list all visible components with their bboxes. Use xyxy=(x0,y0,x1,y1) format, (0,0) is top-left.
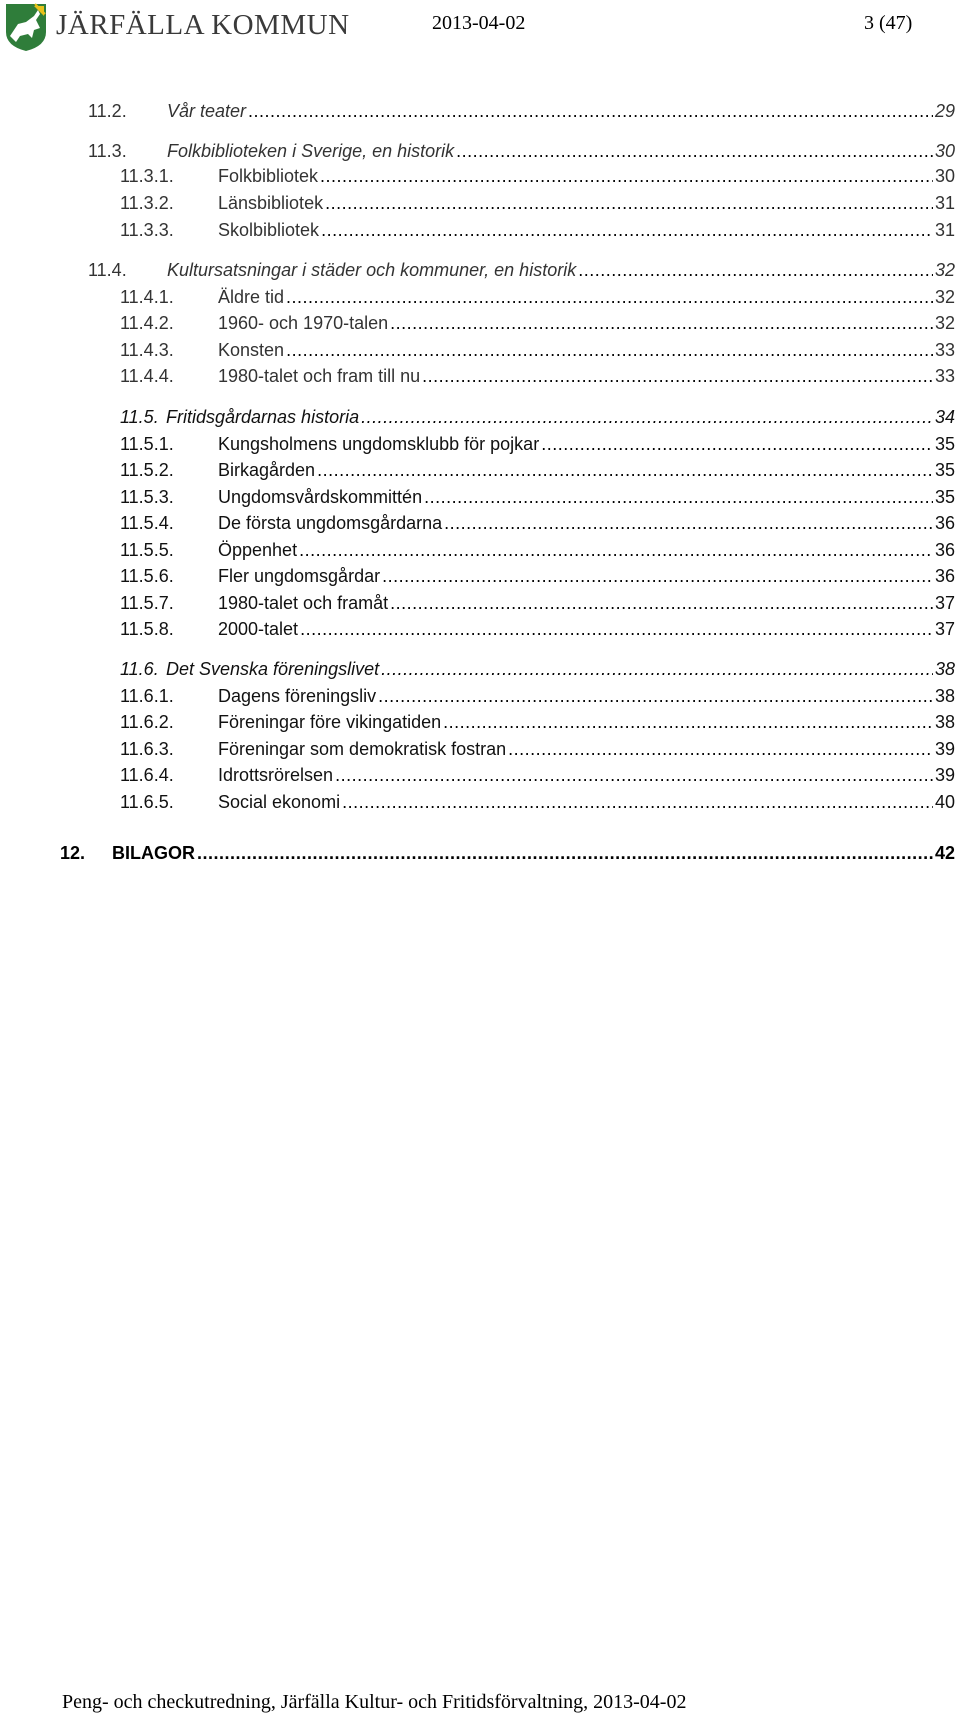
toc-title: Social ekonomi xyxy=(218,792,341,812)
toc-entry[interactable] xyxy=(88,139,955,163)
toc-entry[interactable] xyxy=(120,790,955,814)
toc-leader xyxy=(382,564,933,588)
toc-leader xyxy=(578,258,933,282)
toc-leader xyxy=(248,99,933,123)
toc-page: 38 xyxy=(934,686,955,706)
toc-title: BILAGOR xyxy=(112,843,195,863)
toc-entry[interactable] xyxy=(120,684,955,708)
toc-entry[interactable] xyxy=(120,485,955,509)
toc-leader xyxy=(299,538,933,562)
toc-page: 31 xyxy=(934,193,955,213)
toc-leader xyxy=(378,684,933,708)
toc-page: 42 xyxy=(934,843,955,863)
toc-page: 39 xyxy=(934,765,955,785)
toc-leader xyxy=(335,763,933,787)
toc-number: 11.4.3. xyxy=(120,340,174,360)
toc-number: 11.3.2. xyxy=(120,193,174,213)
brand-name: JÄRFÄLLA KOMMUN xyxy=(56,9,350,41)
toc-title: Dagens föreningsliv xyxy=(218,686,377,706)
toc-entry[interactable] xyxy=(120,218,955,242)
toc-number: 12. xyxy=(60,843,86,863)
toc-title: Folkbiblioteken i Sverige, en historik xyxy=(167,141,455,161)
toc-title: Föreningar som demokratisk fostran xyxy=(218,739,507,759)
toc-page: 36 xyxy=(934,513,955,533)
toc-title: Kultursatsningar i städer och kommuner, en historik xyxy=(167,260,577,280)
toc-entry[interactable] xyxy=(120,710,955,734)
toc-page: 33 xyxy=(934,366,955,386)
toc-page: 37 xyxy=(934,619,955,639)
toc-number: 11.6.4. xyxy=(120,765,174,785)
toc-page: 36 xyxy=(934,540,955,560)
toc-leader xyxy=(361,405,933,429)
toc-entry[interactable] xyxy=(120,311,955,335)
toc-page: 34 xyxy=(934,407,955,427)
toc-title: Länsbibliotek xyxy=(218,193,324,213)
toc-title: Föreningar före vikingatiden xyxy=(218,712,442,732)
toc-leader xyxy=(286,285,933,309)
toc-page: 33 xyxy=(934,340,955,360)
toc-page: 40 xyxy=(934,792,955,812)
toc-leader xyxy=(443,710,933,734)
toc-entry[interactable] xyxy=(60,841,955,865)
toc-number: 11.6.5. xyxy=(120,792,174,812)
toc-title: Idrottsrörelsen xyxy=(218,765,334,785)
toc-entry[interactable] xyxy=(120,763,955,787)
toc-number: 11.5.4. xyxy=(120,513,174,533)
page-indicator: 3 (47) xyxy=(864,12,913,34)
toc-entry[interactable] xyxy=(120,564,955,588)
toc-title: Birkagården xyxy=(218,460,316,480)
toc-number: 11.2. xyxy=(88,101,127,121)
toc-entry[interactable] xyxy=(120,617,955,641)
toc-leader xyxy=(456,139,933,163)
toc-number: 11.5. xyxy=(120,407,159,427)
toc-page: 35 xyxy=(934,434,955,454)
toc-entry[interactable] xyxy=(120,737,955,761)
toc-entry[interactable] xyxy=(120,511,955,535)
toc-page: 39 xyxy=(934,739,955,759)
toc-number: 11.6.3. xyxy=(120,739,174,759)
toc-entry[interactable] xyxy=(120,364,955,388)
toc-entry[interactable] xyxy=(120,458,955,482)
toc-title: Öppenhet xyxy=(218,540,298,560)
page-footer: Peng- och checkutredning, Järfälla Kultur- och Fritidsförvaltning, 2013-04-02 xyxy=(62,1691,687,1713)
toc-title: Skolbibliotek xyxy=(218,220,320,240)
toc-number: 11.3.1. xyxy=(120,166,174,186)
toc-number: 11.4.2. xyxy=(120,313,174,333)
toc-leader xyxy=(541,432,933,456)
municipality-logo-icon xyxy=(4,2,48,52)
header-date: 2013-04-02 xyxy=(432,12,526,34)
toc-page: 32 xyxy=(934,260,955,280)
toc-title: De första ungdomsgårdarna xyxy=(218,513,443,533)
toc-entry[interactable] xyxy=(120,657,955,681)
toc-page: 32 xyxy=(934,313,955,333)
toc-leader xyxy=(320,164,933,188)
toc-entry[interactable] xyxy=(120,164,955,188)
toc-entry[interactable] xyxy=(120,338,955,362)
toc-page: 36 xyxy=(934,566,955,586)
toc-number: 11.4.1. xyxy=(120,287,174,307)
toc-entry[interactable] xyxy=(120,191,955,215)
toc-number: 11.5.5. xyxy=(120,540,174,560)
toc-title: Fritidsgårdarnas historia xyxy=(166,407,360,427)
toc-page: 35 xyxy=(934,460,955,480)
toc-page: 37 xyxy=(934,593,955,613)
toc-leader xyxy=(390,591,933,615)
toc-title: Ungdomsvårdskommittén xyxy=(218,487,423,507)
toc-leader xyxy=(424,485,933,509)
toc-leader xyxy=(317,458,933,482)
toc-entry[interactable] xyxy=(120,432,955,456)
toc-leader xyxy=(286,338,933,362)
toc-page: 38 xyxy=(934,712,955,732)
toc-leader xyxy=(321,218,933,242)
toc-page: 38 xyxy=(934,659,955,679)
toc-entry[interactable] xyxy=(88,99,955,123)
toc-title: 1960- och 1970-talen xyxy=(218,313,389,333)
toc-title: Äldre tid xyxy=(218,287,285,307)
toc-number: 11.5.1. xyxy=(120,434,174,454)
toc-page: 32 xyxy=(934,287,955,307)
toc-leader xyxy=(342,790,933,814)
toc-entry[interactable] xyxy=(120,538,955,562)
toc-entry[interactable] xyxy=(120,405,955,429)
toc-page: 29 xyxy=(934,101,955,121)
toc-leader xyxy=(508,737,933,761)
toc-number: 11.4.4. xyxy=(120,366,174,386)
toc-number: 11.6.2. xyxy=(120,712,174,732)
toc-number: 11.5.2. xyxy=(120,460,174,480)
toc-page: 30 xyxy=(934,166,955,186)
toc-page: 30 xyxy=(934,141,955,161)
toc-number: 11.6. xyxy=(120,659,159,679)
toc-entry[interactable] xyxy=(120,285,955,309)
toc-leader xyxy=(422,364,933,388)
toc-number: 11.4. xyxy=(88,260,127,280)
toc-number: 11.3. xyxy=(88,141,127,161)
toc-leader xyxy=(197,841,933,865)
toc-leader xyxy=(390,311,933,335)
toc-title: Vår teater xyxy=(167,101,247,121)
toc-number: 11.3.3. xyxy=(120,220,174,240)
toc-title: Kungsholmens ungdomsklubb för pojkar xyxy=(218,434,540,454)
toc-leader xyxy=(325,191,933,215)
toc-number: 11.6.1. xyxy=(120,686,174,706)
toc-number: 11.5.8. xyxy=(120,619,174,639)
toc-page: 35 xyxy=(934,487,955,507)
toc-title: 1980-talet och fram till nu xyxy=(218,366,421,386)
toc-entry[interactable] xyxy=(120,591,955,615)
toc-number: 11.5.6. xyxy=(120,566,174,586)
toc-title: Konsten xyxy=(218,340,285,360)
toc-entry[interactable] xyxy=(88,258,955,282)
toc-leader xyxy=(300,617,933,641)
toc-leader xyxy=(444,511,933,535)
toc-number: 11.5.3. xyxy=(120,487,174,507)
toc-number: 11.5.7. xyxy=(120,593,174,613)
toc-title: Det Svenska föreningslivet xyxy=(166,659,380,679)
toc-title: Fler ungdomsgårdar xyxy=(218,566,381,586)
toc-title: 2000-talet xyxy=(218,619,299,639)
toc-leader xyxy=(381,657,933,681)
toc-page: 31 xyxy=(934,220,955,240)
toc-title: 1980-talet och framåt xyxy=(218,593,389,613)
toc-title: Folkbibliotek xyxy=(218,166,319,186)
